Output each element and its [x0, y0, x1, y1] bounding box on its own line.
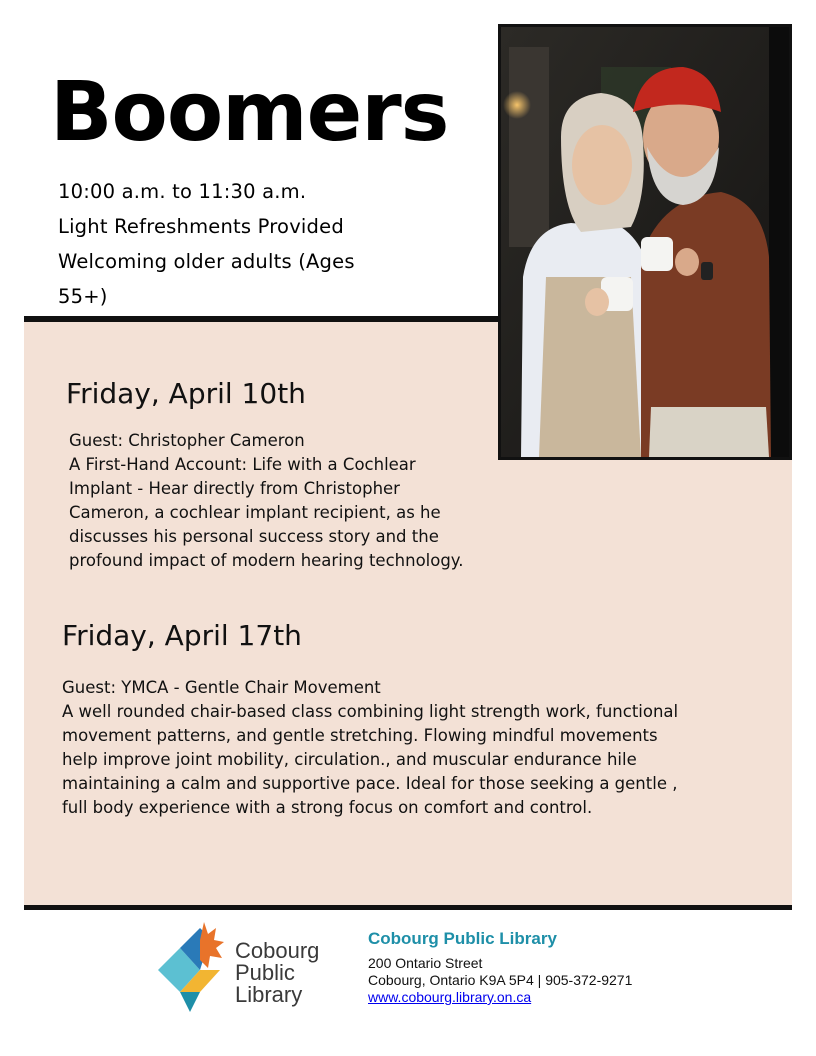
event-date-2: Friday, April 17th	[62, 619, 302, 652]
event-1-line: Implant - Hear directly from Christopher	[69, 479, 400, 498]
event-1-line: discusses his personal success story and the	[69, 527, 439, 546]
event-details	[58, 174, 478, 314]
event-1-line: A First-Hand Account: Life with a Cochlear	[69, 455, 416, 474]
audience-line-cont: 55+)	[58, 285, 108, 308]
event-1-guest: Guest: Christopher Cameron	[69, 431, 305, 450]
event-date-1: Friday, April 10th	[66, 377, 306, 410]
logo-line: Library	[235, 982, 303, 1007]
event-1-line: profound impact of modern hearing technology.	[69, 551, 464, 570]
refreshments-line: Light Refreshments Provided	[58, 215, 344, 238]
event-2-line: full body experience with a strong focus on comfort and control.	[62, 798, 593, 817]
event-2-line: help improve joint mobility, circulation., and muscular endurance hile	[62, 750, 637, 769]
event-2-guest: Guest: YMCA - Gentle Chair Movement	[62, 678, 381, 697]
divider-bottom	[24, 905, 792, 910]
address-city-phone: Cobourg, Ontario K9A 5P4 | 905-372-9271	[368, 972, 633, 988]
time-line: 10:00 a.m. to 11:30 a.m.	[58, 180, 307, 203]
website-link[interactable]: www.cobourg.library.on.ca	[368, 989, 532, 1005]
event-1-line: Cameron, a cochlear implant recipient, as he	[69, 503, 441, 522]
library-logo-text	[235, 940, 319, 1006]
event-description-1	[69, 429, 463, 573]
logo-line: Cobourg	[235, 938, 320, 963]
logo-line: Public	[235, 960, 295, 985]
couple-photo	[498, 24, 792, 460]
contact-info	[368, 929, 632, 1007]
event-2-line: A well rounded chair-based class combining light strength work, functional	[62, 702, 679, 721]
event-title: Boomers	[50, 65, 449, 160]
org-name: Cobourg Public Library	[368, 929, 557, 948]
event-description-2	[62, 676, 678, 820]
event-2-line: movement patterns, and gentle stretching. Flowing mindful movements	[62, 726, 658, 745]
audience-line: Welcoming older adults (Ages	[58, 250, 355, 273]
event-2-line: maintaining a calm and supportive pace. Ideal for those seeking a gentle ,	[62, 774, 678, 793]
address-street: 200 Ontario Street	[368, 955, 483, 971]
